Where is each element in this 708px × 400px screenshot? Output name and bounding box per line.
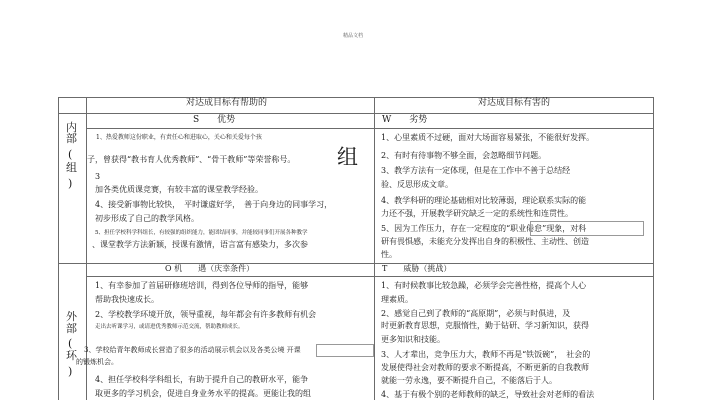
weakness-line: 3、教学方法有一定体现，但是在工作中不善于总结经: [381, 166, 571, 175]
weakness-line: 性。: [381, 250, 397, 259]
weaknesses-header: W 劣势: [382, 115, 428, 125]
strength-line: 3: [95, 172, 101, 181]
weakness-line: 验、反思形成文章。: [381, 180, 453, 189]
opportunity-line: 3、学校给青年教师成长营造了很多的活动展示机会以及各类公境 开课: [84, 346, 301, 354]
header-row-border: [58, 113, 654, 114]
weakness-line: 研有畏惧感，未能充分发挥出自身的积极性、主动性、创造: [381, 237, 589, 246]
strength-line: 初步形成了自己的教学风格。: [95, 214, 199, 223]
external-label-3: (: [68, 337, 73, 350]
threats-header: T 威胁（挑战）: [382, 264, 452, 273]
opportunity-highlight-box: [316, 344, 374, 357]
helpful-column-header: 对达成目标有帮助的: [186, 98, 268, 108]
internal-label-4: 组: [66, 161, 77, 174]
threat-line: 3、人才辈出，竞争压力大，教师不再是“铁饭碗”， 社会的: [381, 350, 591, 359]
internal-label-2: 部: [66, 132, 77, 145]
external-label-1: 外: [66, 310, 77, 323]
o-header-border: [86, 276, 654, 277]
s-header-border: [86, 128, 654, 129]
opportunity-line: 取更多的学习机会，促进自身业务水平的提高。更能让我的组: [95, 389, 311, 398]
threat-line: 4、基于有极个别的老师教师的缺乏，导致社会对老师的看法: [381, 390, 595, 399]
strength-line: 子，曾获得“教书育人优秀教师”、“骨干教师”等荣誉称号。: [87, 155, 296, 164]
strengths-header: S 优势: [193, 115, 236, 125]
threat-line: 时更新教育思想，克服惰性，勤于钻研、学习新知识，获得: [381, 321, 589, 330]
weakness-highlight-box: [530, 221, 644, 236]
label-column-border: [86, 97, 87, 400]
internal-big-char: 组: [337, 145, 358, 169]
internal-label-3: (: [68, 148, 73, 161]
table-top-border: [58, 97, 654, 98]
opportunity-line: 走出去听课学习，或请进优秀教师示范交流，帮助教师成长。: [95, 324, 244, 330]
opportunities-header: O 机 遇（庆幸条件）: [165, 264, 255, 273]
weakness-line: 2、有时有待事物不够全面，会忽略细节问题。: [381, 151, 547, 160]
threat-line: 1、有时候教事比较急躁，必须学会完善性格，提高个人心: [381, 281, 587, 290]
opportunity-line: 4、担任学校科学科组长，有助于提升自己的教研水平，能争: [95, 375, 309, 384]
strength-line: 4、接受新事物比较快， 平时谦虚好学， 善于向身边的同事学习，: [95, 200, 333, 209]
opportunity-line: 1、有幸参加了首届研修班培训，得到各位导师的指导，能够: [95, 281, 309, 290]
header-mark: 精品文档: [343, 33, 364, 39]
threat-line: 发展使得社会对教师的要求不断提高，不断更新的自我教师: [381, 363, 589, 372]
table-right-border: [653, 97, 654, 400]
strength-line: 加各类优质课竞赛，有较丰富的课堂教学经验。: [95, 185, 263, 194]
internal-label-5: ): [68, 177, 73, 190]
opportunity-line: 2、学校教学环境开放，领导重视，每年都会有许多教师有机会: [95, 310, 317, 319]
strength-line: 5、担任学校科学科组长，有较强的组织能力，能团结同事，并能较同事们开展各种教学: [95, 230, 308, 236]
threat-line: 理素质。: [381, 295, 413, 304]
table-left-border: [58, 97, 59, 400]
weakness-line: 4、教学科研的理论基础相对比较薄弱，理论联系实际的能: [381, 196, 587, 205]
external-label-5: ): [68, 365, 73, 378]
weakness-line: 5、因为工作压力，存在一定程度的“职业倦怠”现象，对科: [381, 224, 587, 233]
strength-line: 1、热爱教师这份职业，有责任心和进取心，关心和关爱每个孩: [96, 134, 262, 141]
weakness-line: 1、心里素质不过硬，面对大场面容易紧张，不能很好发挥。: [381, 133, 595, 142]
section-divider: [58, 263, 654, 264]
external-label-2: 部: [66, 322, 77, 335]
middle-column-border: [374, 97, 375, 400]
internal-label-1: 内: [66, 121, 77, 134]
external-label-4: 环: [66, 349, 77, 362]
weakness-line: 力还不强，开展教学研究缺乏一定的系统性和连贯性。: [381, 209, 573, 218]
threat-line: 就能一劳永逸，要不断提升自己，不能落后于人。: [381, 376, 557, 385]
harmful-column-header: 对达成目标有害的: [478, 98, 551, 108]
threat-line: 2、感觉自己到了教师的“高原期”，必须与时俱进，及: [381, 309, 571, 318]
opportunity-line: 的锻炼机会。: [76, 358, 118, 366]
threat-line: 更多知识和技能。: [381, 335, 445, 344]
opportunity-line: 帮助我快速成长。: [95, 295, 159, 304]
strength-line: 、课堂教学方法新颖，授课有激情，语言富有感染力，多次参: [92, 240, 308, 249]
